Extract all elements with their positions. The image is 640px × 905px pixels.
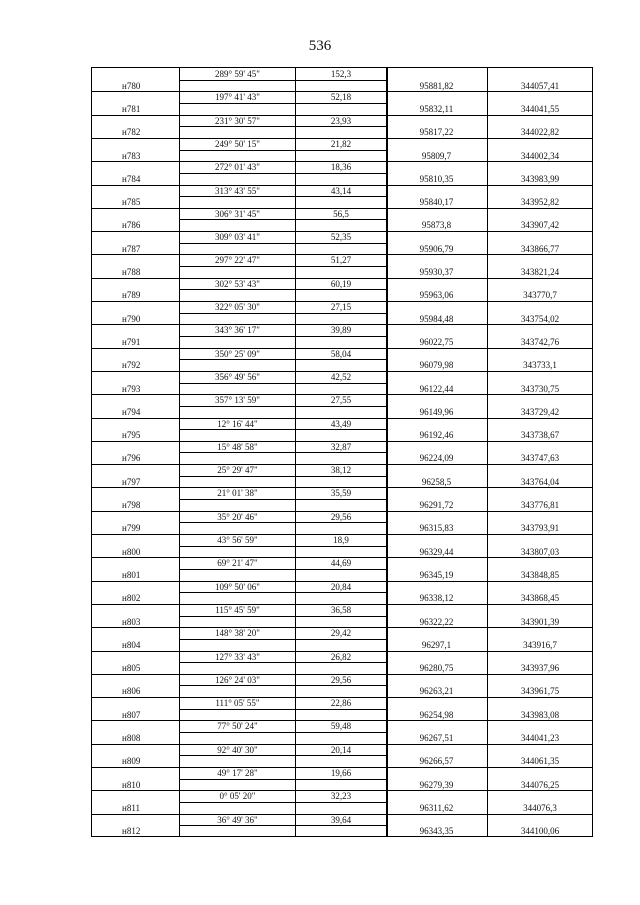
row-divider (92, 231, 592, 232)
segment-distance: 29,56 (330, 674, 352, 685)
segment-angle: 343° 36' 17" (215, 325, 260, 336)
row-divider (180, 616, 386, 617)
point-y: 344041,23 (520, 733, 560, 744)
point-name: н788 (122, 267, 141, 278)
row-divider (180, 802, 386, 803)
segment-angle: 36° 49' 36" (217, 814, 258, 825)
row-divider (92, 138, 592, 139)
point-name: н809 (122, 756, 141, 767)
point-name: н812 (122, 826, 141, 837)
row-divider (180, 336, 386, 337)
row-divider (180, 150, 386, 151)
row-divider (92, 744, 592, 745)
segment-distance: 32,87 (330, 441, 352, 452)
segment-angle: 25° 29' 47" (217, 465, 258, 476)
point-x: 96315,83 (419, 523, 454, 534)
point-x: 96224,09 (419, 453, 454, 464)
row-divider (180, 825, 386, 826)
row-divider (180, 476, 386, 477)
point-x: 95881,82 (419, 80, 454, 91)
row-divider (92, 720, 592, 721)
segment-distance: 152,3 (330, 69, 352, 79)
row-divider (92, 557, 592, 558)
point-name: н792 (122, 360, 141, 371)
row-divider (92, 790, 592, 791)
segment-angle: 313° 43' 55" (215, 185, 260, 196)
point-x: 96343,35 (419, 826, 454, 837)
row-divider (92, 208, 592, 209)
row-divider (180, 452, 386, 453)
point-name: н800 (122, 546, 141, 557)
row-divider (92, 278, 592, 279)
row-divider (92, 115, 592, 116)
segment-angle: 15° 48' 58" (217, 441, 258, 452)
segment-distance: 32,23 (330, 791, 352, 802)
point-name: н780 (122, 80, 141, 91)
segment-distance: 18,36 (330, 162, 352, 173)
row-divider (92, 581, 592, 582)
point-name: н801 (122, 569, 141, 580)
segment-distance: 22,86 (330, 698, 352, 709)
point-y: 344076,25 (520, 779, 560, 790)
point-name: н797 (122, 476, 141, 487)
coordinates-table (91, 67, 593, 837)
page-number: 536 (308, 38, 332, 54)
point-y: 343807,03 (520, 546, 560, 557)
segment-angle: 297° 22' 47" (215, 255, 260, 266)
point-y: 344022,82 (520, 127, 560, 138)
row-divider (180, 126, 386, 127)
point-name: н782 (122, 127, 141, 138)
segment-angle: 231° 30' 57" (215, 115, 260, 126)
segment-angle: 0° 05' 20" (219, 791, 256, 802)
row-divider (92, 441, 592, 442)
point-y: 343776,81 (520, 500, 560, 511)
point-x: 95832,11 (419, 103, 454, 114)
row-divider (180, 429, 386, 430)
segment-distance: 51,27 (330, 255, 352, 266)
row-divider (92, 254, 592, 255)
point-x: 95873,8 (421, 220, 452, 231)
point-x: 96280,75 (419, 663, 454, 674)
point-y: 344061,35 (520, 756, 560, 767)
segment-angle: 43° 56' 59" (217, 535, 258, 545)
point-name: н806 (122, 686, 141, 697)
point-y: 343983,08 (520, 709, 560, 720)
point-y: 344041,55 (520, 103, 560, 114)
row-divider (180, 755, 386, 756)
segment-distance: 29,42 (330, 628, 352, 639)
point-y: 343729,42 (520, 406, 560, 417)
point-y: 344100,06 (520, 826, 560, 837)
point-name: н798 (122, 500, 141, 511)
segment-angle: 309° 03' 41" (215, 232, 260, 243)
point-y: 343821,24 (520, 267, 560, 278)
segment-angle: 92° 40' 30" (217, 744, 258, 755)
segment-angle: 197° 41' 43" (215, 92, 260, 103)
row-divider (92, 348, 592, 349)
row-divider (92, 674, 592, 675)
segment-angle: 12° 16' 44" (217, 418, 258, 429)
segment-distance: 56,5 (333, 208, 349, 219)
point-y: 343901,39 (520, 616, 560, 627)
segment-angle: 69° 21' 47" (217, 558, 258, 569)
row-divider (92, 301, 592, 302)
segment-angle: 126° 24' 03" (215, 674, 260, 685)
point-x: 96329,44 (419, 546, 454, 557)
point-x: 96192,46 (419, 430, 454, 441)
point-x: 96258,5 (421, 476, 452, 487)
point-name: н811 (122, 802, 140, 813)
point-x: 96345,19 (419, 569, 454, 580)
point-x: 96266,57 (419, 756, 454, 767)
row-divider (180, 313, 386, 314)
segment-distance: 52,18 (330, 92, 352, 103)
segment-distance: 44,69 (330, 558, 352, 569)
row-divider (180, 243, 386, 244)
segment-angle: 249° 50' 15" (215, 138, 260, 149)
segment-distance: 38,12 (330, 465, 352, 476)
segment-angle: 127° 33' 43" (215, 651, 260, 662)
segment-angle: 148° 38' 20" (215, 628, 260, 639)
segment-distance: 60,19 (330, 278, 352, 289)
point-name: н808 (122, 733, 141, 744)
row-divider (180, 80, 386, 81)
point-x: 95906,79 (419, 243, 454, 254)
segment-distance: 27,55 (330, 395, 352, 406)
segment-distance: 52,35 (330, 232, 352, 243)
segment-distance: 21,82 (330, 138, 352, 149)
row-divider (92, 814, 592, 815)
row-divider (180, 103, 386, 104)
row-divider (180, 546, 386, 547)
point-y: 343907,42 (520, 220, 560, 231)
row-divider (180, 359, 386, 360)
point-name: н791 (122, 336, 141, 347)
segment-angle: 77° 50' 24" (217, 721, 258, 732)
row-divider (180, 219, 386, 220)
segment-distance: 19,66 (330, 768, 352, 778)
segment-angle: 357° 13' 59" (215, 395, 260, 406)
segment-distance: 58,04 (330, 348, 352, 359)
segment-angle: 49° 17' 28" (217, 768, 258, 778)
point-x: 96079,98 (419, 360, 454, 371)
row-divider (180, 196, 386, 197)
row-divider (92, 394, 592, 395)
point-x: 96267,51 (419, 733, 454, 744)
segment-angle: 35° 20' 46" (217, 511, 258, 522)
row-divider (180, 383, 386, 384)
point-y: 343747,63 (520, 453, 560, 464)
point-name: н810 (122, 779, 141, 790)
point-y: 343764,04 (520, 476, 560, 487)
point-name: н796 (122, 453, 141, 464)
point-x: 96311,62 (419, 802, 454, 813)
segment-distance: 59,48 (330, 721, 352, 732)
segment-angle: 115° 45' 59" (215, 604, 260, 615)
point-y: 344076,3 (523, 802, 557, 813)
segment-angle: 356° 49' 56" (215, 371, 260, 382)
row-divider (180, 779, 386, 780)
point-name: н786 (122, 220, 141, 231)
row-divider (92, 534, 592, 535)
segment-angle: 350° 25' 09" (215, 348, 260, 359)
point-name: н793 (122, 383, 141, 394)
point-y: 343730,75 (520, 383, 560, 394)
row-divider (92, 91, 592, 92)
row-divider (92, 511, 592, 512)
segment-angle: 111° 05' 55" (215, 698, 260, 709)
point-x: 95963,06 (419, 290, 454, 301)
segment-distance: 43,49 (330, 418, 352, 429)
row-divider (92, 604, 592, 605)
row-divider (180, 662, 386, 663)
row-divider (180, 173, 386, 174)
segment-distance: 20,84 (330, 581, 352, 592)
segment-distance: 36,58 (330, 604, 352, 615)
segment-distance: 26,82 (330, 651, 352, 662)
segment-angle: 306° 31' 45" (215, 208, 260, 219)
segment-distance: 23,93 (330, 115, 352, 126)
point-name: н781 (122, 103, 141, 114)
row-divider (180, 592, 386, 593)
segment-distance: 43,14 (330, 185, 352, 196)
segment-distance: 42,52 (330, 371, 352, 382)
point-name: н795 (122, 430, 141, 441)
row-divider (92, 371, 592, 372)
row-divider (180, 289, 386, 290)
point-y: 343848,85 (520, 569, 560, 580)
point-name: н789 (122, 290, 141, 301)
point-name: н799 (122, 523, 141, 534)
point-y: 343793,91 (520, 523, 560, 534)
row-divider (92, 697, 592, 698)
point-y: 343868,45 (520, 593, 560, 604)
point-x: 95984,48 (419, 313, 454, 324)
segment-distance: 39,64 (330, 814, 352, 825)
point-name: н804 (122, 639, 141, 650)
point-x: 96122,44 (419, 383, 454, 394)
row-divider (180, 522, 386, 523)
segment-distance: 39,89 (330, 325, 352, 336)
row-divider (180, 685, 386, 686)
row-divider (180, 709, 386, 710)
row-divider (92, 651, 592, 652)
point-name: н794 (122, 406, 141, 417)
segment-distance: 35,59 (330, 488, 352, 499)
point-name: н783 (122, 150, 141, 161)
row-divider (180, 499, 386, 500)
row-divider (92, 324, 592, 325)
point-y: 343733,1 (523, 360, 557, 371)
point-x: 96254,98 (419, 709, 454, 720)
point-y: 343738,67 (520, 430, 560, 441)
point-y: 344002,34 (520, 150, 560, 161)
point-x: 96291,72 (419, 500, 454, 511)
point-x: 96149,96 (419, 406, 454, 417)
segment-angle: 289° 59' 45" (215, 69, 260, 79)
row-divider (180, 406, 386, 407)
point-name: н785 (122, 197, 141, 208)
point-name: н807 (122, 709, 141, 720)
point-x: 96322,22 (419, 616, 454, 627)
point-y: 343952,82 (520, 197, 560, 208)
point-x: 95840,17 (419, 197, 454, 208)
point-name: н805 (122, 663, 141, 674)
point-x: 96338,12 (419, 593, 454, 604)
segment-angle: 109° 50' 06" (215, 581, 260, 592)
point-y: 343961,75 (520, 686, 560, 697)
point-y: 343866,77 (520, 243, 560, 254)
row-divider (92, 767, 592, 768)
segment-angle: 272° 01' 43" (215, 162, 260, 173)
segment-angle: 21° 01' 38" (217, 488, 258, 499)
row-divider (92, 627, 592, 628)
point-name: н803 (122, 616, 141, 627)
point-x: 96022,75 (419, 336, 454, 347)
point-x: 95930,37 (419, 267, 454, 278)
row-divider (180, 639, 386, 640)
row-divider (180, 569, 386, 570)
row-divider (92, 464, 592, 465)
point-y: 343937,96 (520, 663, 560, 674)
row-divider (92, 418, 592, 419)
point-x: 95810,35 (419, 173, 454, 184)
segment-distance: 29,56 (330, 511, 352, 522)
row-divider (92, 185, 592, 186)
point-y: 344057,41 (520, 80, 560, 91)
point-x: 95809,7 (421, 150, 452, 161)
point-y: 343754,02 (520, 313, 560, 324)
point-x: 96297,1 (421, 639, 452, 650)
point-y: 343770,7 (523, 290, 557, 301)
point-name: н787 (122, 243, 141, 254)
point-y: 343916,7 (523, 639, 557, 650)
row-divider (92, 487, 592, 488)
point-x: 96263,21 (419, 686, 454, 697)
row-divider (180, 266, 386, 267)
point-name: н802 (122, 593, 141, 604)
point-name: н784 (122, 173, 141, 184)
segment-distance: 27,15 (330, 302, 352, 312)
point-name: н790 (122, 313, 141, 324)
segment-angle: 322° 05' 30" (215, 302, 260, 312)
point-x: 95817,22 (419, 127, 454, 138)
row-divider (92, 161, 592, 162)
row-divider (180, 732, 386, 733)
segment-distance: 20,14 (330, 744, 352, 755)
point-y: 343742,76 (520, 336, 560, 347)
segment-distance: 18,9 (333, 535, 349, 545)
point-x: 96279,39 (419, 779, 454, 790)
point-y: 343983,99 (520, 173, 560, 184)
segment-angle: 302° 53' 43" (215, 278, 260, 289)
